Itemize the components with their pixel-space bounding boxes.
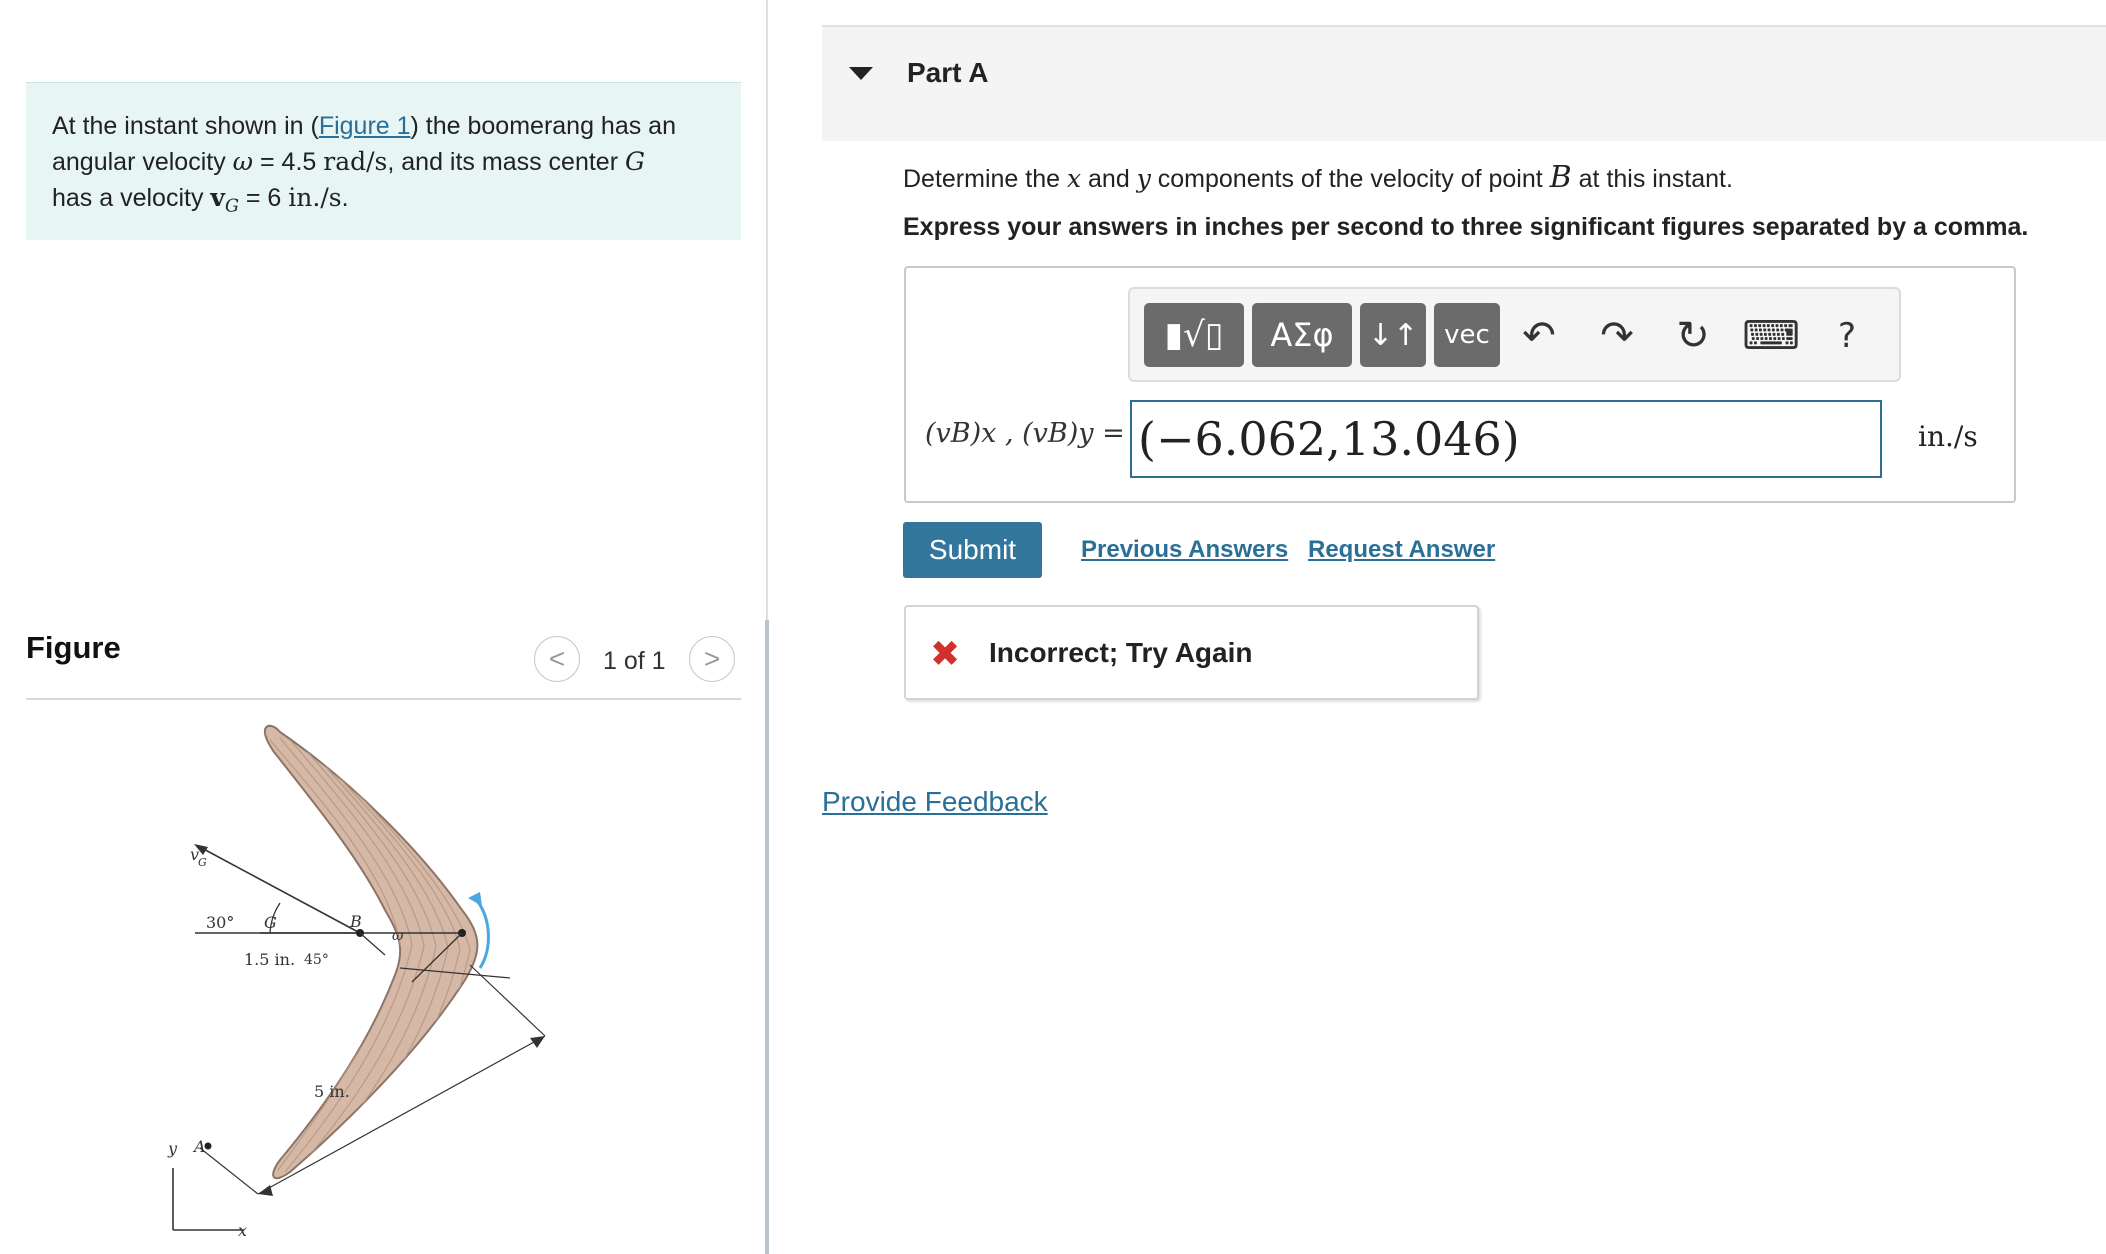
request-answer-link[interactable]: Request Answer	[1308, 536, 1496, 563]
templates-button[interactable]	[1144, 303, 1244, 367]
error-icon: ✖	[930, 633, 961, 674]
problem-line-3: has a velocity $v_G = 6$ in./s.	[52, 183, 349, 217]
y-axis-label: y	[168, 1139, 178, 1158]
arrows-icon: ↓↑	[1367, 317, 1419, 353]
omega-symbol: ω	[232, 147, 254, 176]
help-icon[interactable]: ?	[1837, 316, 1857, 356]
chevron-left-icon: <	[548, 643, 566, 674]
problem-line-1: At the instant shown in (Figure 1) the boomerang has an	[52, 112, 676, 140]
answer-label: (vB)x , (vB)y =	[925, 418, 1125, 449]
question-text: Determine the x and y components of the velocity of point B at this instant.	[903, 160, 1733, 195]
angle-45-label: 45°	[304, 952, 329, 968]
point-G-label: G	[264, 913, 277, 932]
figure-pager: 1 of 1	[603, 647, 666, 675]
answer-input[interactable]: (−6.062,13.046)	[1130, 400, 1882, 478]
reset-icon[interactable]: ↻	[1676, 313, 1710, 359]
problem-statement	[26, 82, 741, 240]
x-axis-label: x	[238, 1221, 248, 1240]
dist-1-5-label: 1.5 in.	[244, 950, 296, 969]
svg-text:G: G	[198, 856, 207, 869]
feedback-text: Incorrect; Try Again	[989, 637, 1253, 668]
part-a-header[interactable]	[822, 27, 2106, 141]
pane-divider-handle[interactable]	[765, 620, 769, 1254]
vec-button[interactable]: vec	[1434, 303, 1500, 367]
next-figure-button[interactable]	[689, 636, 735, 682]
arrows-button[interactable]	[1360, 303, 1426, 367]
undo-icon[interactable]: ↶	[1522, 313, 1556, 359]
omega-unit: rad/s	[323, 147, 388, 176]
redo-icon[interactable]: ↷	[1600, 313, 1634, 359]
velocity-symbol: v	[210, 183, 225, 212]
angle-30-label: 30°	[206, 913, 235, 932]
point-A-label: A	[194, 1137, 206, 1156]
submit-button[interactable]: Submit	[903, 522, 1042, 578]
point-B-label: B	[350, 912, 362, 931]
previous-answers-link[interactable]: Previous Answers	[1081, 536, 1289, 563]
math-toolbar	[1128, 287, 1901, 382]
figure-divider	[26, 698, 741, 700]
figure-link[interactable]: Figure 1	[318, 112, 411, 140]
greek-button[interactable]	[1252, 303, 1352, 367]
part-a-title: Part A	[907, 57, 989, 88]
instruction-text: Express your answers in inches per second to three significant figures separated by a comma.	[903, 213, 2029, 241]
prev-figure-button[interactable]	[534, 636, 580, 682]
vG-label: v	[190, 845, 200, 864]
omega-label: ω	[392, 928, 404, 944]
templates-icon: ▮√▯	[1164, 315, 1224, 355]
provide-feedback-link[interactable]: Provide Feedback	[822, 786, 1048, 817]
caret-down-icon[interactable]	[849, 67, 873, 80]
figure-title: Figure	[26, 630, 121, 665]
chevron-right-icon: >	[703, 643, 721, 674]
boomerang-figure	[168, 720, 600, 1254]
dist-5-label: 5 in.	[314, 1082, 350, 1101]
greek-icon: ΑΣφ	[1270, 316, 1334, 354]
answer-unit: in./s	[1918, 420, 1978, 453]
problem-line-2: angular velocity ω = 4.5 rad/s, and its mass center G	[52, 147, 645, 176]
mass-center-symbol: G	[624, 147, 645, 176]
boomerang-body	[265, 726, 478, 1178]
keyboard-icon[interactable]: ⌨	[1742, 313, 1800, 359]
velocity-unit: in./s	[288, 183, 342, 212]
